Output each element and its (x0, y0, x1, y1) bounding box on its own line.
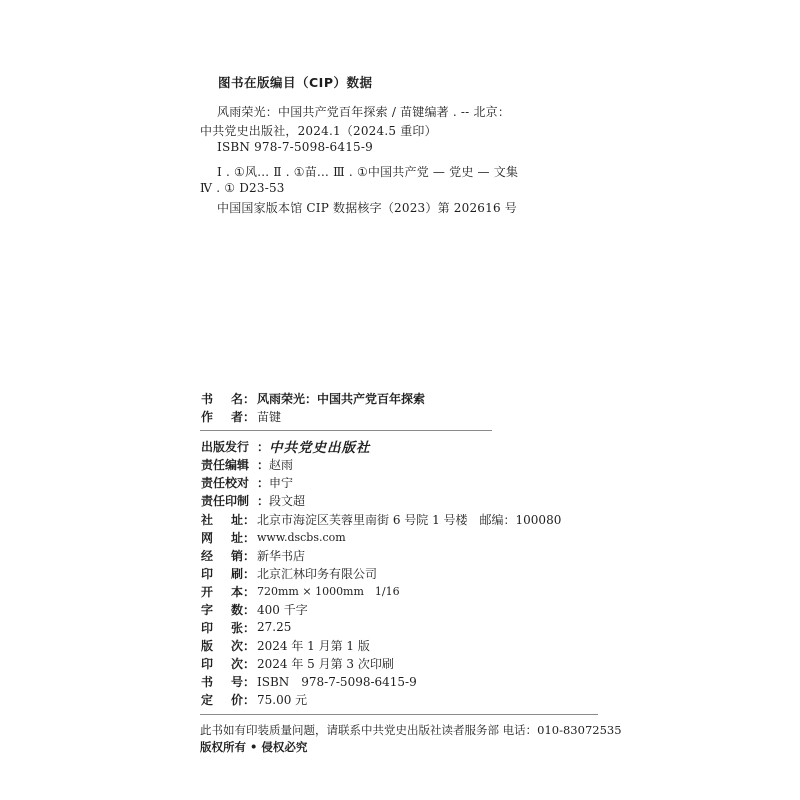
address-row: 社 址 ： 北京市海淀区芙蓉里南街 6 号院 1 号楼 邮编：100080 (201, 512, 562, 527)
publisher-label: 出版发行 (201, 439, 250, 454)
cip-heading: 图书在版编目（CIP）数据 (218, 75, 373, 90)
impression-label: 印 次 (201, 656, 243, 671)
divider-top (200, 430, 492, 431)
publisher-row: 出版发行 ： 中共党史出版社 (201, 437, 371, 455)
distributor-value: 新华书店 (257, 548, 306, 563)
editor-value: 赵雨 (269, 457, 294, 472)
sheets-row: 印 张 ： 27.25 (201, 620, 292, 635)
editor-label: 责任编辑 (201, 457, 250, 472)
isbn-row: 书 号 ： ISBN 978-7-5098-6415-9 (201, 674, 417, 689)
quality-notice: 此书如有印装质量问题，请联系中共党史出版社读者服务部 电话：010-83072535 (200, 723, 622, 737)
distributor-label: 经 销 (201, 548, 243, 563)
book-author-value: 苗键 (257, 409, 282, 424)
sheets-label: 印 张 (201, 620, 243, 635)
address-value: 北京市海淀区芙蓉里南街 6 号院 1 号楼 邮编：100080 (257, 512, 562, 527)
book-author-row: 作 者 ： 苗键 (201, 409, 282, 424)
book-title-label: 书 名 (201, 391, 243, 406)
publisher-logotype: 中共党史出版社 (269, 440, 371, 456)
price-row: 定 价 ： 75.00 元 (201, 692, 308, 707)
book-title-value: 风雨荣光：中国共产党百年探索 (257, 391, 426, 406)
print-supervisor-value: 段文超 (269, 493, 306, 508)
website-row: 网 址 ： www.dscbs.com (201, 530, 346, 545)
cip-line-record-number: 中国国家版本馆 CIP 数据核字（2023）第 202616 号 (217, 201, 518, 215)
proofreader-value: 申宁 (269, 475, 294, 490)
book-title-row: 书 名 ： 风雨荣光：中国共产党百年探索 (201, 391, 426, 406)
cip-line-classification: Ⅳ . ① D23-53 (200, 181, 285, 195)
proofreader-row: 责任校对 ： 申宁 (201, 475, 294, 490)
book-author-label: 作 者 (201, 409, 243, 424)
cip-line-publisher-date: 中共党史出版社，2024.1（2024.5 重印） (200, 124, 437, 138)
website-label: 网 址 (201, 530, 243, 545)
price-value: 75.00 元 (257, 692, 308, 707)
print-supervisor-label: 责任印制 (201, 493, 250, 508)
website-value: www.dscbs.com (257, 530, 346, 544)
printer-value: 北京汇林印务有限公司 (257, 566, 378, 581)
isbn-value: ISBN 978-7-5098-6415-9 (257, 674, 417, 689)
price-label: 定 价 (201, 692, 243, 707)
word-count-value: 400 千字 (257, 602, 308, 617)
format-row: 开 本 ： 720mm × 1000mm 1/16 (201, 584, 400, 599)
address-label: 社 址 (201, 512, 243, 527)
edition-label: 版 次 (201, 638, 243, 653)
edition-row: 版 次 ： 2024 年 1 月第 1 版 (201, 638, 370, 653)
isbn-label: 书 号 (201, 674, 243, 689)
format-label: 开 本 (201, 584, 243, 599)
editor-row: 责任编辑 ： 赵雨 (201, 457, 294, 472)
printer-row: 印 刷 ： 北京汇林印务有限公司 (201, 566, 378, 581)
cip-line-title-author: 风雨荣光：中国共产党百年探索 / 苗键编著 . -- 北京： (217, 105, 511, 119)
sheets-value: 27.25 (257, 620, 292, 634)
impression-row: 印 次 ： 2024 年 5 月第 3 次印刷 (201, 656, 394, 671)
print-supervisor-row: 责任印制 ： 段文超 (201, 493, 306, 508)
word-count-label: 字 数 (201, 602, 243, 617)
word-count-row: 字 数 ： 400 千字 (201, 602, 308, 617)
copyright-notice: 版权所有 • 侵权必究 (200, 740, 308, 754)
cip-line-subject: Ⅰ . ①风… Ⅱ . ①苗… Ⅲ . ①中国共产党 — 党史 — 文集 (217, 165, 519, 179)
divider-bottom (200, 714, 598, 715)
proofreader-label: 责任校对 (201, 475, 250, 490)
printer-label: 印 刷 (201, 566, 243, 581)
cip-line-isbn: ISBN 978-7-5098-6415-9 (217, 140, 373, 154)
format-value: 720mm × 1000mm 1/16 (257, 585, 400, 598)
distributor-row: 经 销 ： 新华书店 (201, 548, 306, 563)
edition-value: 2024 年 1 月第 1 版 (257, 638, 370, 653)
impression-value: 2024 年 5 月第 3 次印刷 (257, 656, 394, 671)
